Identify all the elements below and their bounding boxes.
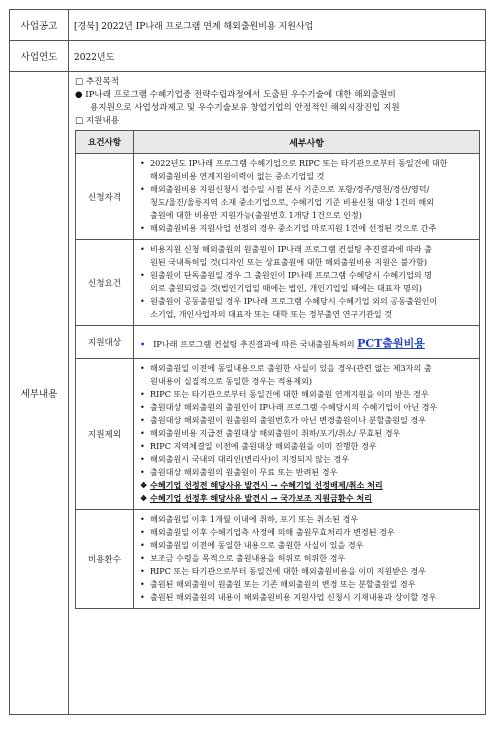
row-target xyxy=(76,326,480,359)
table-row-item xyxy=(138,243,475,256)
item-list xyxy=(138,157,475,235)
item-text: 원출원이 단독출원일 경우 그 출원인이 IP나래 프로그램 수혜당시 수혜기업의 명 xyxy=(150,270,432,280)
diamond-bullet-icon: ❖ xyxy=(140,493,148,503)
item-list xyxy=(138,513,475,604)
bullet-icon: • xyxy=(140,270,145,280)
table-row-item xyxy=(138,256,475,269)
item-text: 수혜기업 선정후 해당사유 발견시 → 국가보조 지원금환수 처리 xyxy=(150,493,372,503)
item-text: 출원대상 해외출원의 원출원이 무료 또는 반려된 경우 xyxy=(150,467,338,477)
item-text: 출원에 대한 비용만 지원가능(출원번호 1개당 1건으로 인정) xyxy=(150,210,362,220)
item-text: 해외출원비용 지급전 출원대상 해외출원이 취하/포기/취소/ 무효된 경우 xyxy=(150,428,401,438)
item-text: 해외출원시 국내의 대리인(변리사)이 지정되지 않는 경우 xyxy=(150,454,350,464)
target-line xyxy=(138,339,425,349)
table-row-item xyxy=(138,362,475,375)
target-text: IP나래 프로그램 컨설팅 추진결과에 따른 국내출원특허의 xyxy=(153,339,358,349)
item-text: 출원대상 해외출원의 출원인이 IP나래 프로그램 수혜당시의 수혜기업이 아닌 경우 xyxy=(150,402,438,412)
table-row-item xyxy=(138,170,475,183)
table-row-item xyxy=(138,591,475,604)
row-category: 비용환수 xyxy=(76,510,134,609)
row-eligibility xyxy=(76,154,480,240)
table-row-item xyxy=(138,269,475,282)
row-category: 신청자격 xyxy=(76,154,134,240)
bullet-icon: • xyxy=(140,566,145,576)
table-row-item xyxy=(138,157,475,170)
bullet-icon: • xyxy=(140,244,145,254)
table-row-item xyxy=(138,388,475,401)
table-row-item xyxy=(138,440,475,453)
bullet-icon: • xyxy=(140,389,145,399)
row-exclusions xyxy=(76,359,480,510)
table-row-item xyxy=(138,479,475,492)
bullet-icon: • xyxy=(140,184,145,194)
purpose-line-2: 용지원으로 사업성과제고 및 우수기술보유 창업기업의 안정적인 해외시장진입 지원 xyxy=(90,103,400,113)
item-text: 해외출원비용 지원신청시 접수일 시점 본사 기준으로 포항/경주/영천/경산/영덕/ xyxy=(150,184,430,194)
row-conditions xyxy=(76,240,480,326)
item-text: 해외출원일 이후 1개월 이내에 취하, 포기 또는 취소된 경우 xyxy=(150,514,359,524)
bullet-icon: • xyxy=(140,363,145,373)
item-text: 해외출원일 이전에 동일내용으로 출원한 사실이 있을 경우(관련 없는 제3자의 출 xyxy=(150,363,432,373)
purpose-line-1: ● IP나래 프로그램 수혜기업중 전략수립과정에서 도출된 우수기술에 대한 해외출원비 xyxy=(75,90,396,100)
table-row-item xyxy=(138,308,475,321)
item-text: 원된 국내특허일 것(디자인 또는 상표출원에 대한 해외출원비용 지원은 불가함) xyxy=(150,257,428,267)
requirements-table xyxy=(75,130,480,609)
table-row-item xyxy=(138,526,475,539)
blue-bullet-icon: • xyxy=(140,339,146,349)
table-row-item xyxy=(138,196,475,209)
table-row-item xyxy=(138,453,475,466)
table-row-item xyxy=(138,427,475,440)
pct-highlight: PCT출원비용 xyxy=(357,337,425,350)
table-row-item xyxy=(138,295,475,308)
table-row-item xyxy=(138,565,475,578)
bullet-icon: • xyxy=(140,514,145,524)
bullet-icon: • xyxy=(140,441,145,451)
item-text: 해외출원비용 지원사업 선정의 경우 중소기업 마로지원 1건에 선정된 것으로 간주 xyxy=(150,223,437,233)
item-text: 청도/울진/울릉지역 소재 중소기업으로, 수혜기업 기준 비용신청 대상 1건의 해외 xyxy=(150,197,434,207)
bullet-icon: • xyxy=(140,296,145,306)
details-label: 세부내용 xyxy=(10,72,69,715)
table-row-item xyxy=(138,539,475,552)
table-row-item xyxy=(138,414,475,427)
table-row-item xyxy=(138,466,475,479)
item-list xyxy=(138,243,475,321)
col-header-requirement: 요건사항 xyxy=(76,131,134,154)
bullet-icon: • xyxy=(140,592,145,602)
bullet-icon: • xyxy=(140,579,145,589)
requirements-header xyxy=(76,131,480,154)
item-text: 2022년도 IP나래 프로그램 수혜기업으로 RIPC 또는 타기관으로부터 동일건에 대한 xyxy=(150,158,448,168)
item-text: RIPC 또는 타기관으로부터 동일건에 대한 해외출원비용을 이미 지원받은 경우 xyxy=(150,566,427,576)
row-category: 신청요건 xyxy=(76,240,134,326)
row-category: 지원대상 xyxy=(76,326,134,359)
bullet-icon: • xyxy=(140,415,145,425)
bullet-icon: • xyxy=(140,540,145,550)
table-row-item xyxy=(138,552,475,565)
year-row xyxy=(10,41,486,72)
table-row-item xyxy=(138,401,475,414)
table-row-item xyxy=(138,209,475,222)
table-row-item xyxy=(138,375,475,388)
bullet-icon: • xyxy=(140,527,145,537)
bullet-icon: • xyxy=(140,158,145,168)
purpose-title: □ 추진목적 xyxy=(75,77,120,87)
details-content xyxy=(69,72,486,715)
item-text: 해외출원비용 연계지원이력이 없는 중소기업일 것 xyxy=(150,171,325,181)
table-row-item xyxy=(138,183,475,196)
table-row-item xyxy=(138,222,475,235)
bullet-icon: • xyxy=(140,428,145,438)
announcement-table xyxy=(9,9,486,715)
project-row xyxy=(10,10,486,41)
year-label: 사업연도 xyxy=(10,41,69,72)
item-text: 해외출원일 이전에 동일한 내용으로 출원한 사실이 있을 경우 xyxy=(150,540,364,550)
item-text: 소기업, 개인사업자의 대표자 또는 대학 또는 정부출연 연구기관일 것 xyxy=(150,309,393,319)
item-text: 수혜기업 선정전 해당사유 발견시 → 수혜기업 선정배제/취소 처리 xyxy=(150,480,383,490)
item-text: 원출원이 공동출원일 경우 IP나래 프로그램 수혜당시 수혜기업 외의 공동출원인이 xyxy=(150,296,438,306)
table-row-item xyxy=(138,282,475,295)
item-text: RIPC 지역체결일 이전에 출원대상 해외출원을 이미 진행한 경우 xyxy=(150,441,377,451)
project-label: 사업공고 xyxy=(10,10,69,41)
col-header-details: 세부사항 xyxy=(134,131,480,154)
item-text: 출원된 해외출원이 원출원 또는 기존 해외출원의 변경 또는 분할출원일 경우 xyxy=(150,579,416,589)
bullet-icon: • xyxy=(140,553,145,563)
item-text: 보조금 수령을 목적으로 출원내용을 허위로 허위한 경우 xyxy=(150,553,346,563)
item-text: 의로 출원되었을 것(법인기업일 때에는 법인, 개인기업일 때에는 대표자 명의) xyxy=(150,283,422,293)
table-row-item xyxy=(138,513,475,526)
bullet-icon: • xyxy=(140,223,145,233)
row-category: 지원제외 xyxy=(76,359,134,510)
item-text: 해외출원일 이후 수혜기업측 사정에 의해 출원무효처리가 변경된 경우 xyxy=(150,527,395,537)
item-text: 원내용이 실질적으로 동일한 경우는 적용제외) xyxy=(150,376,313,386)
table-row-item xyxy=(138,492,475,505)
item-text: 출원대상 해외출원이 원출원의 출원번호가 아닌 변경출원이나 분할출원일 경우 xyxy=(150,415,427,425)
bullet-icon: • xyxy=(140,402,145,412)
year-value: 2022년도 xyxy=(69,41,486,72)
item-text: 출원된 해외출원의 내용이 해외출원비용 지원사업 신청시 기재내용과 상이할 경우 xyxy=(150,592,437,602)
item-list xyxy=(138,362,475,505)
support-content-title: □ 지원내용 xyxy=(75,116,120,126)
table-row-item xyxy=(138,578,475,591)
row-refund xyxy=(76,510,480,609)
item-text: 비용지원 신청 해외출원의 원출원이 IP나래 프로그램 컨설팅 추진결과에 따라 출 xyxy=(150,244,432,254)
diamond-bullet-icon: ❖ xyxy=(140,480,148,490)
item-text: RIPC 또는 타기관으로부터 동일건에 대한 해외출원 연계지원을 이미 받은 경우 xyxy=(150,389,429,399)
details-row xyxy=(10,72,486,715)
bullet-icon: • xyxy=(140,454,145,464)
bullet-icon: • xyxy=(140,467,145,477)
project-value: [경북] 2022년 IP나래 프로그램 연계 해외출원비용 지원사업 xyxy=(69,10,486,41)
